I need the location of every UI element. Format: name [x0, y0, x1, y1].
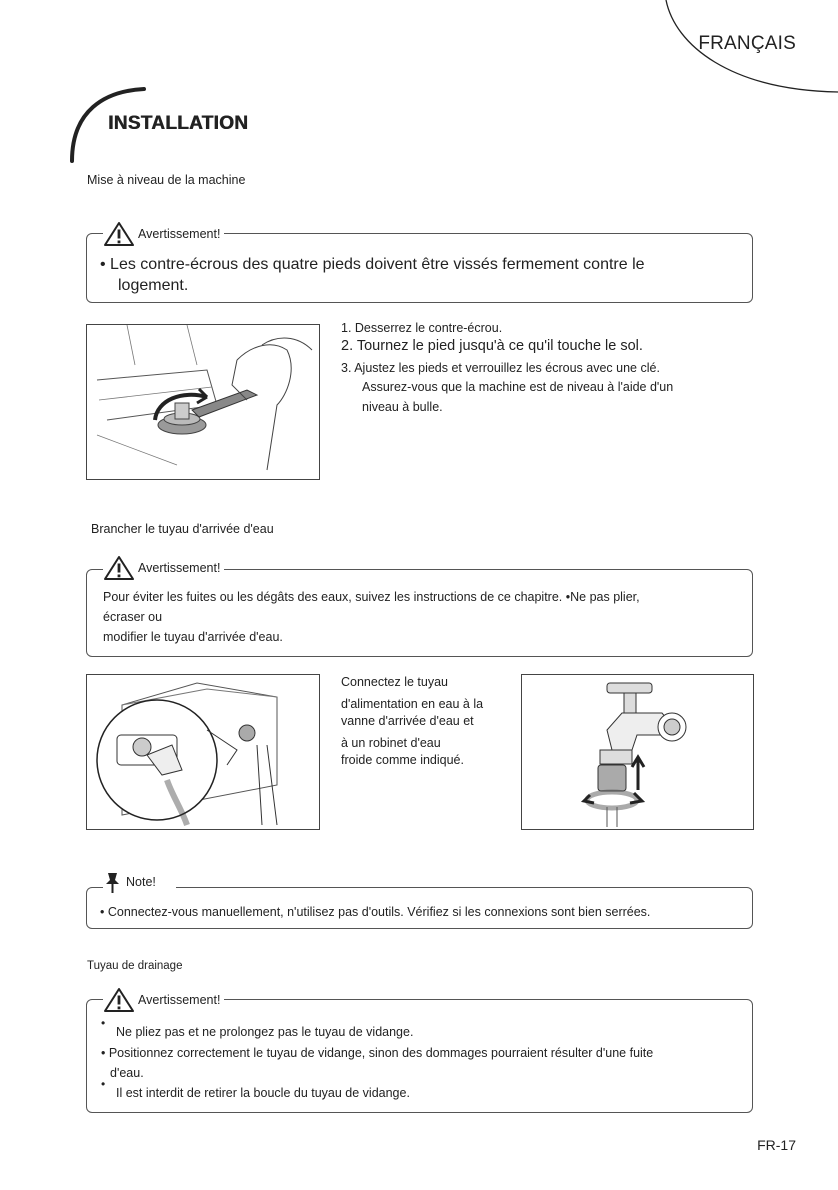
inlet-warning-header	[103, 555, 224, 581]
drain-bullet-1: Ne pliez pas et ne prolongez pas le tuyau de vidange.	[116, 1025, 414, 1039]
drain-warning-header	[103, 987, 224, 1013]
connect-line-4: à un robinet d'eau	[341, 736, 441, 750]
faucet-drawing	[522, 675, 753, 829]
leveling-step-3-line2: Assurez-vous que la machine est de niveau à l'aide d'un	[362, 380, 674, 394]
leveling-warning-text: • Les contre-écrous des quatre pieds doivent être vissés fermement contre le	[100, 256, 645, 273]
pushpin-icon	[103, 870, 123, 894]
drain-bullet-3: Il est interdit de retirer la boucle du tuyau de vidange.	[116, 1086, 410, 1100]
inlet-warning-label: Avertissement!	[138, 561, 221, 575]
drain-warning-label: Avertissement!	[138, 993, 221, 1007]
leveling-step-1: 1. Desserrez le contre-écrou.	[341, 321, 503, 335]
wrench-foot-drawing	[87, 325, 319, 479]
leveling-step-3: 3. Ajustez les pieds et verrouillez les écrous avec une clé.	[341, 361, 660, 375]
drain-warning-box	[86, 999, 753, 1113]
note-text: • Connectez-vous manuellement, n'utilisez pas d'outils. Vérifiez si les connexions sont bien serrées.	[100, 905, 651, 919]
page-number: FR-17	[757, 1137, 796, 1153]
connect-line-3: vanne d'arrivée d'eau et	[341, 714, 474, 728]
leveling-warning-label: Avertissement!	[138, 227, 221, 241]
inlet-warning-line-2: écraser ou	[103, 610, 163, 624]
inlet-warning-box	[86, 569, 753, 657]
page-title: INSTALLATION	[108, 113, 249, 134]
note-header	[103, 870, 176, 894]
inlet-valve-drawing	[87, 675, 319, 829]
leveling-warning-header	[103, 221, 224, 247]
faucet-illustration	[521, 674, 754, 830]
warning-icon	[103, 221, 135, 247]
inlet-heading: Brancher le tuyau d'arrivée d'eau	[91, 522, 274, 536]
warning-icon	[103, 555, 135, 581]
drain-bullet-1-marker: •	[101, 1016, 106, 1030]
language-label: FRANÇAIS	[698, 33, 796, 54]
leveling-warning-text-cont: logement.	[118, 277, 189, 294]
drain-bullet-2: • Positionnez correctement le tuyau de vidange, sinon des dommages pourraient résulter d'une fuite	[101, 1046, 654, 1060]
connect-line-2: d'alimentation en eau à la	[341, 697, 484, 711]
inlet-valve-illustration	[86, 674, 320, 830]
inlet-warning-line-1: Pour éviter les fuites ou les dégâts des eaux, suivez les instructions de ce chapitre. •Ne pas plier,	[103, 590, 640, 604]
leveling-heading: Mise à niveau de la machine	[87, 173, 246, 187]
connect-line-1: Connectez le tuyau	[341, 675, 449, 689]
note-box	[86, 887, 753, 929]
inlet-warning-line-3: modifier le tuyau d'arrivée d'eau.	[103, 630, 283, 644]
drain-bullet-2-cont: d'eau.	[110, 1066, 144, 1080]
warning-icon	[103, 987, 135, 1013]
connect-line-5: froide comme indiqué.	[341, 753, 464, 767]
foot-adjust-illustration	[86, 324, 320, 480]
note-label: Note!	[126, 875, 156, 889]
drain-bullet-3-marker: •	[101, 1077, 106, 1091]
leveling-step-3-line3: niveau à bulle.	[362, 400, 443, 414]
drain-heading: Tuyau de drainage	[87, 960, 183, 972]
leveling-step-2: 2. Tournez le pied jusqu'à ce qu'il touche le sol.	[341, 338, 643, 354]
